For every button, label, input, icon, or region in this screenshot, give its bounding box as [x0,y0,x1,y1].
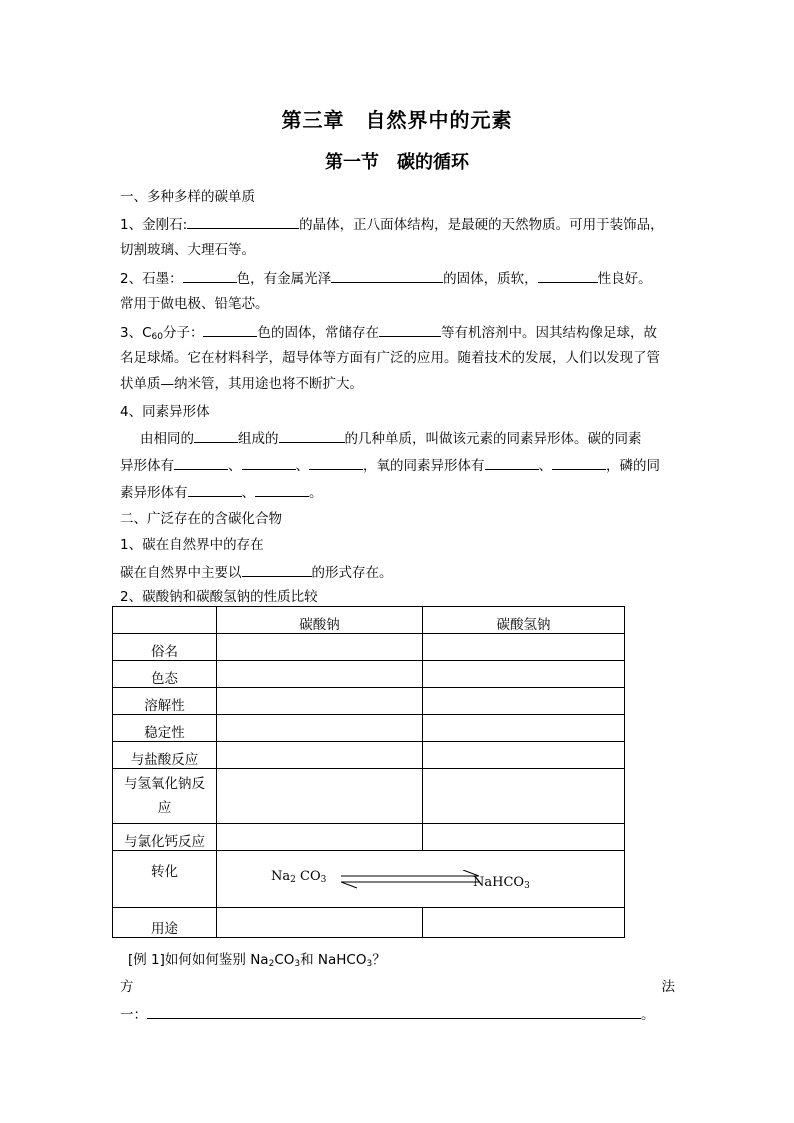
table-row [113,908,625,938]
cell-na2co3-naoh-reaction[interactable] [217,769,423,824]
cell-nahco3-common-name[interactable] [423,634,625,661]
cell-nahco3-naoh-reaction[interactable] [423,769,625,824]
row-label-uses: 用途 [113,908,217,938]
table-header-na2co3: 碳酸钠 [217,607,423,634]
carbon-existence-heading: 1、碳在自然界中的存在 [120,537,264,553]
allotrope-line1: 由相同的 组成的 的几种单质，叫做该元素的同素异形体。碳的同素 [140,428,675,449]
c60-solvent-blank[interactable] [379,322,441,337]
cell-na2co3-hcl-reaction[interactable] [217,742,423,769]
cell-nahco3-solubility[interactable] [423,688,625,715]
cell-na2co3-stability[interactable] [217,715,423,742]
c60-line2: 名足球烯。它在材料科学，超导体等方面有广泛的应用。随着技术的发展，人们以发现了管 [120,350,660,366]
row-label-common-name: 俗名 [113,634,217,661]
row-label-naoh-reaction: 与氢氧化钠反应 [113,769,217,824]
carbon-existence-line: 碳在自然界中主要以 的形式存在。 [120,562,675,583]
graphite-color-blank[interactable] [183,268,237,283]
cell-na2co3-uses[interactable] [217,908,423,938]
c60-color-blank[interactable] [203,322,257,337]
allotrope-heading: 4、同素异形体 [120,404,210,420]
cell-nahco3-uses[interactable] [423,908,625,938]
allotrope-line2: 异形体有 、 、 ，氧的同素异形体有 、 ，磷的同 [120,455,675,476]
example-question: [例 1]如何如何鉴别 $Na_2CO_3$和 NaHCO$_3$？ [128,952,386,969]
carbon-allotrope-blank-3[interactable] [309,455,363,470]
row-label-solubility: 溶解性 [113,688,217,715]
oxygen-allotrope-blank-2[interactable] [552,455,606,470]
table-header-empty [113,607,217,634]
cell-na2co3-cacl2-reaction[interactable] [217,824,423,851]
graphite-line2: 常用于做电极、铅笔芯。 [120,296,269,312]
c60-line3: 状单质—纳米管，其用途也将不断扩大。 [120,376,363,392]
cell-na2co3-common-name[interactable] [217,634,423,661]
method-line1: 方 法 [120,979,675,995]
graphite-blank-2[interactable] [331,268,443,283]
diamond-blank[interactable] [187,214,299,229]
row-label-cacl2-reaction: 与氯化钙反应 [113,824,217,851]
allotrope-blank-2[interactable] [279,428,345,443]
table-header-nahco3: 碳酸氢钠 [423,607,625,634]
row-label-hcl-reaction: 与盐酸反应 [113,742,217,769]
cell-nahco3-stability[interactable] [423,715,625,742]
carbon-form-blank[interactable] [242,562,312,577]
table-row-conversion [113,851,625,908]
cell-na2co3-solubility[interactable] [217,688,423,715]
table-row [113,824,625,851]
cell-nahco3-appearance[interactable] [423,661,625,688]
diamond-line1: 1、金刚石: 的晶体，正八面体结构，是最硬的天然物质。可用于装饰品， [120,214,675,235]
cell-nahco3-cacl2-reaction[interactable] [423,824,625,851]
table-row [113,742,625,769]
phosphorus-allotrope-blank-1[interactable] [188,482,242,497]
cell-na2co3-appearance[interactable] [217,661,423,688]
table-row [113,715,625,742]
part1-heading: 一、多种多样的碳单质 [120,189,255,205]
formula-na2co3: $Na_2$ $CO_3$ [271,869,327,885]
comparison-heading: 2、碳酸钠和碳酸氢钠的性质比较 [120,589,318,605]
table-row [113,769,625,824]
carbon-allotrope-blank-2[interactable] [242,455,296,470]
table-header-row [113,607,625,634]
graphite-blank-3[interactable] [538,268,598,283]
cell-conversion [217,851,625,908]
diamond-line2: 切割玻璃、大理石等。 [120,242,255,258]
reversible-arrow-icon [341,870,481,890]
cell-nahco3-hcl-reaction[interactable] [423,742,625,769]
carbon-allotrope-blank-1[interactable] [174,455,228,470]
row-label-conversion: 转化 [113,851,217,908]
row-label-appearance: 色态 [113,661,217,688]
chapter-title: 第三章 自然界中的元素 [281,108,513,132]
section-title: 第一节 碳的循环 [325,152,469,173]
allotrope-line3: 素异形体有 、 。 [120,482,675,503]
method-line2: 一： 。 [120,1004,675,1025]
row-label-stability: 稳定性 [113,715,217,742]
method-one-blank[interactable] [147,1004,641,1019]
allotrope-blank-1[interactable] [194,428,238,443]
c60-line1: 3、$C_{60}$分子： 色的固体，常储存在 等有机溶剂中。因其结构像足球，故 [120,322,675,347]
graphite-line1: 2、石墨： 色，有金属光泽 的固体，质软， 性良好。 [120,268,675,289]
table-row [113,688,625,715]
table-row [113,634,625,661]
phosphorus-allotrope-blank-2[interactable] [255,482,309,497]
part2-heading: 二、广泛存在的含碳化合物 [120,511,282,527]
formula-nahco3: NaHCO$_3$ [473,875,530,891]
comparison-table [112,606,625,938]
table-row [113,661,625,688]
oxygen-allotrope-blank-1[interactable] [485,455,539,470]
